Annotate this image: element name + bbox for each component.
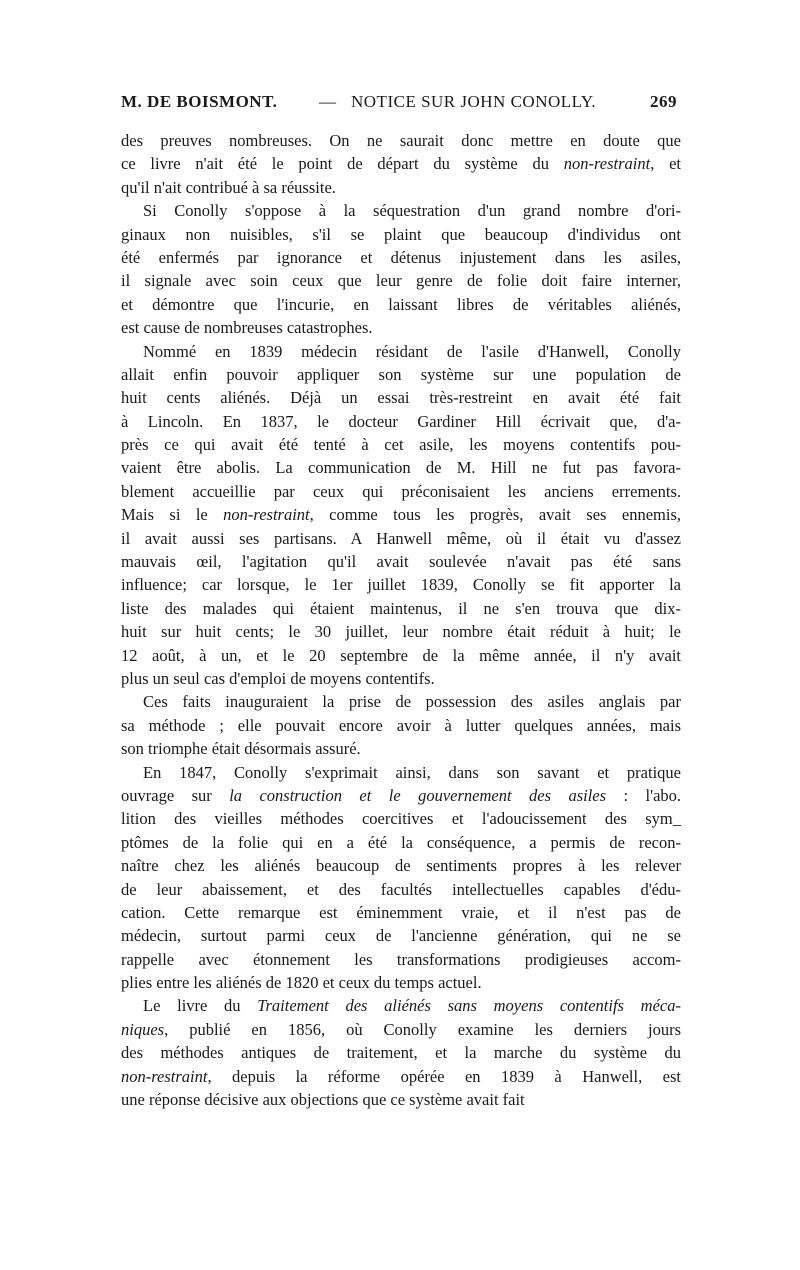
text-line [121,854,681,877]
text-run: est cause de nombreuses catastrophes. [121,318,373,338]
running-head-title: NOTICE SUR JOHN CONOLLY. [351,92,597,111]
page-number: 269 [650,92,677,111]
text-line [121,737,681,760]
text-line [121,269,681,292]
text-line [121,924,681,947]
text-line [121,948,681,971]
text-run: influence; car lorsque, le 1er juillet 1839, Conolly se fit apporter la [121,575,681,595]
text-line [121,340,681,363]
text-run: ouvrage sur [121,785,230,805]
text-line [121,878,681,901]
italic-run: non-restraint [223,505,310,525]
text-run: plies entre les aliénés de 1820 et ceux du temps actuel. [121,973,482,993]
text-line [121,480,681,503]
body-text [121,129,681,1111]
italic-run: Traitement des aliénés sans moyens contentifs méca- [257,996,681,1016]
text-run: cation. Cette remarque est éminemment vraie, et il n'est pas de [121,902,681,922]
text-line [121,807,681,830]
text-run: plus un seul cas d'emploi de moyens contentifs. [121,668,435,688]
text-run: , depuis la réforme opérée en 1839 à Hanwell, est [207,1066,681,1086]
text-line [121,784,681,807]
text-line [121,597,681,620]
text-line [121,410,681,433]
text-line [121,831,681,854]
text-run: blement accueillie par ceux qui préconisaient les anciens errements. [121,481,681,501]
text-run: En 1847, Conolly s'exprimait ainsi, dans son savant et pratique [143,762,681,782]
italic-run: la construction et le gouvernement des asiles [229,785,607,805]
text-run: rappelle avec étonnement les transformations prodigieuses accom- [121,949,681,969]
text-line [121,644,681,667]
text-run: son triomphe était désormais assuré. [121,739,361,759]
text-run: , et [650,154,681,174]
text-line [121,1018,681,1041]
text-line [121,971,681,994]
text-run: : l'abo. [606,785,682,805]
text-run: , comme tous les progrès, avait ses ennemis, [309,505,681,525]
text-run: près ce qui avait été tenté à cet asile, les moyens contentifs pou- [121,435,681,455]
text-run: , publié en 1856, où Conolly examine les derniers jours [164,1019,681,1039]
text-line [121,386,681,409]
text-line [121,667,681,690]
text-line [121,1088,681,1111]
text-line [121,573,681,596]
italic-run: non-restraint [563,154,651,174]
running-head-separator: — [319,92,337,111]
text-run: et démontre que l'incurie, en laissant libres de véritables aliénés, [121,294,681,314]
text-line [121,1065,681,1088]
text-line [121,527,681,550]
text-run: huit sur huit cents; le 30 juillet, leur nombre était réduit à huit; le [121,622,681,642]
text-run: des méthodes antiques de traitement, et la marche du système du [121,1043,681,1063]
text-run: naître chez les aliénés beaucoup de sentiments propres à les relever [121,856,681,876]
text-run: huit cents aliénés. Déjà un essai très-restreint en avait été fait [121,388,681,408]
text-line [121,1041,681,1064]
text-run: qu'il n'ait contribué à sa réussite. [121,177,336,197]
text-line [121,901,681,924]
text-line [121,690,681,713]
italic-run: non-restraint [121,1066,208,1086]
text-line [121,503,681,526]
text-line [121,223,681,246]
text-run: ptômes de la folie qui en a été la conséquence, a permis de recon- [121,832,681,852]
text-run: Le livre du [143,996,258,1016]
text-run: Si Conolly s'oppose à la séquestration d'un grand nombre d'ori- [143,201,681,221]
text-run: il signale avec soin ceux que leur genre de folie doit faire interner, [121,271,681,291]
text-line [121,761,681,784]
text-run: il avait aussi ses partisans. A Hanwell même, où il était vu d'assez [121,528,681,548]
text-run: de leur abaissement, et des facultés intellectuelles capables d'édu- [121,879,681,899]
text-line [121,363,681,386]
text-line [121,129,681,152]
text-run: mauvais œil, l'agitation qu'il avait soulevée n'avait pas été sans [121,552,681,572]
text-line [121,246,681,269]
text-line [121,316,681,339]
text-run: allait enfin pouvoir appliquer son système sur une population de [121,364,681,384]
text-run: liste des malades qui étaient maintenus, il ne s'en trouva que dix- [121,598,681,618]
text-run: Nommé en 1839 médecin résidant de l'asile d'Hanwell, Conolly [143,341,681,361]
italic-run: niques [121,1019,165,1039]
text-run: ce livre n'ait été le point de départ du système du [121,154,564,174]
text-run: 12 août, à un, et le 20 septembre de la même année, il n'y avait [121,645,681,665]
text-line [121,199,681,222]
text-run: lition des vieilles méthodes coercitives et l'adoucissement des sym_ [121,809,681,829]
running-head [121,92,681,116]
text-line [121,994,681,1017]
text-line [121,620,681,643]
text-run: à Lincoln. En 1837, le docteur Gardiner Hill écrivait que, d'a- [121,411,681,431]
text-line [121,433,681,456]
text-line [121,714,681,737]
text-run: vaient être abolis. La communication de M. Hill ne fut pas favora- [121,458,681,478]
text-line [121,293,681,316]
text-run: ginaux non nuisibles, s'il se plaint que beaucoup d'individus ont [121,224,681,244]
running-head-author: M. DE BOISMONT. [121,92,278,111]
text-run: des preuves nombreuses. On ne saurait donc mettre en doute que [121,131,681,150]
text-run: Ces faits inauguraient la prise de possession des asiles anglais par [143,692,681,712]
text-line [121,550,681,573]
text-line [121,176,681,199]
text-run: une réponse décisive aux objections que ce système avait fait [121,1090,525,1110]
text-run: Mais si le [121,505,224,525]
text-line [121,152,681,175]
text-line [121,456,681,479]
text-run: été enfermés par ignorance et détenus injustement dans les asiles, [121,247,681,267]
text-run: sa méthode ; elle pouvait encore avoir à lutter quelques années, mais [121,715,681,735]
text-run: médecin, surtout parmi ceux de l'ancienne génération, qui ne se [121,926,681,946]
